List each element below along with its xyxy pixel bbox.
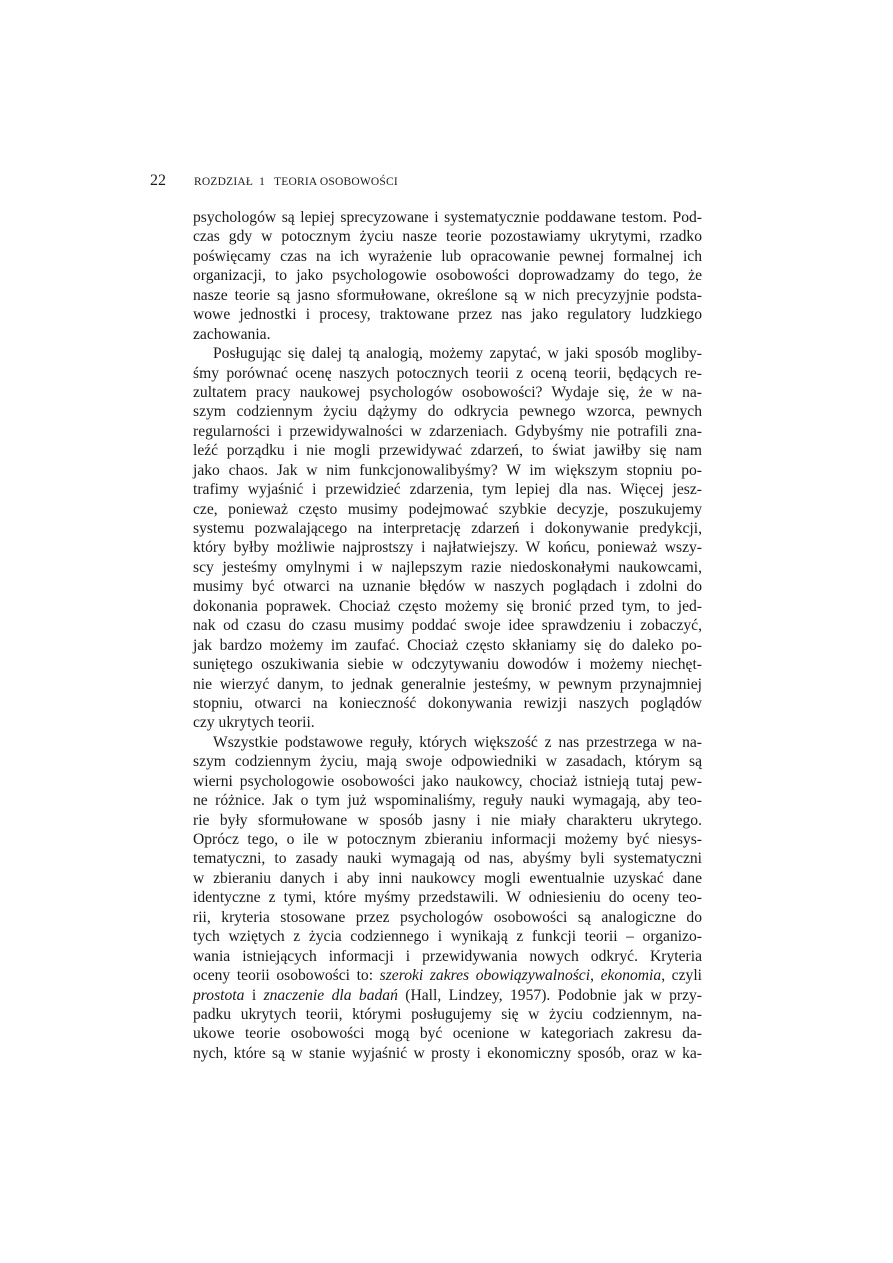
text-line: ne różnice. Jak o tym już wspominaliśmy, reguły nauki wymagają, aby teo- [193, 792, 702, 810]
text-line: szym codziennym życiu, mają swoje odpowiedniki w zasadach, którym są [193, 753, 702, 771]
text-line: szym codziennym życiu dążymy do odkrycia pewnego wzorca, pewnych [193, 403, 702, 421]
paragraph-start: Wszystkie podstawowe reguły, których większość z nas przestrzega w na- [213, 733, 702, 751]
text-line: nasze teorie są jasno sformułowane, określone są w nich precyzyjnie podsta- [193, 286, 702, 304]
criterion-economy: ekonomia [600, 967, 662, 985]
text-line: wania istniejących informacji i przewidywania nowych odkryć. Kryteria [193, 947, 702, 965]
text-line: stopniu, otwarci na konieczność dokonywania rewizji naszych poglądów [193, 694, 702, 712]
text-line: jak bardzo możemy im zaufać. Chociaż często skłaniamy się do daleko po- [193, 636, 702, 654]
running-header [150, 172, 710, 192]
text-line: rii, kryteria stosowane przez psychologów osobowości są analogiczne do [193, 908, 702, 926]
text-line: który byłby możliwie najprostszy i najłatwiejszy. W końcu, ponieważ wszy- [193, 539, 702, 557]
text-line: tych wziętych z życia codziennego i wynikają z funkcji teorii – organizo- [193, 928, 702, 946]
text-line: suniętego oszukiwania siebie w odczytywaniu dowodów i możemy niechęt- [193, 656, 702, 674]
text-line: w zbieraniu danych i aby inni naukowcy mogli ewentualnie uzyskać dane [193, 869, 702, 887]
criterion-scope: szeroki zakres obowiązywalności [379, 967, 591, 985]
text-line: ukowe teorie osobowości mogą być ocenione w kategoriach zakresu da- [193, 1025, 702, 1043]
criteria-separator: , [590, 967, 601, 985]
body-text [193, 208, 702, 1063]
text-line: musimy być otwarci na uznanie błędów w naszych poglądach i zdolni do [193, 578, 702, 596]
text-line: rie były sformułowane w sposób jasny i nie miały charakteru ukrytego. [193, 811, 702, 829]
text-line: psychologów są lepiej sprecyzowane i systematycznie poddawane testom. Pod- [193, 209, 702, 226]
text-line: systemu pozwalającego na interpretację zdarzeń i dokonywanie predykcji, [193, 520, 702, 537]
text-line: regularności i przewidywalności w zdarzeniach. Gdybyśmy nie potrafili zna- [193, 422, 702, 440]
page-number: 22 [150, 172, 166, 189]
chapter-number: 1 [259, 176, 266, 188]
text-line: wowe jednostki i procesy, traktowane przez nas jako regulatory ludzkiego [193, 306, 702, 324]
text-line: jako chaos. Jak w nim funkcjonowalibyśmy? W im większym stopniu po- [193, 461, 702, 479]
text-line: zachowania. [193, 325, 271, 343]
text-line: wierni psychologowie osobowości jako naukowcy, chociaż istnieją tutaj pew- [193, 772, 702, 790]
text-line: nie wierzyć danym, to jednak generalnie jesteśmy, w pewnym przynajmniej [193, 675, 702, 693]
text-line: identyczne z tymi, które myśmy przedstawili. W odniesieniu do oceny teo- [193, 889, 702, 907]
criterion-simplicity: prostota [193, 986, 245, 1004]
paragraph-start: Posługując się dalej tą analogią, możemy zapytać, w jaki sposób mogliby- [213, 345, 702, 363]
text-line: nych, które są w stanie wyjaśnić w prosty i ekonomiczny sposób, oraz w ka- [193, 1044, 702, 1062]
text-line: czy ukrytych teorii. [193, 714, 315, 732]
criteria-line [193, 966, 702, 985]
text-line: trafimy wyjaśnić i przewidzieć zdarzenia, tym lepiej dla nas. Więcej jesz- [193, 481, 702, 499]
citation-text: (Hall, Lindzey, 1957). Podobnie jak w przy- [397, 986, 703, 1004]
text-line: nak od czasu do czasu musimy poddać swoje idee sprawdzeniu i zobaczyć, [193, 617, 702, 635]
criterion-research-value: znaczenie dla badań [263, 986, 398, 1004]
text-line: scy jesteśmy omylnymi i w najlepszym razie niedoskonałymi naukowcami, [193, 558, 702, 576]
citation-separator: i [244, 986, 264, 1004]
chapter-title: TEORIA OSOBOWOŚCI [274, 176, 398, 188]
text-line: cze, ponieważ często musimy podejmować szybkie decyzje, poszukujemy [193, 500, 702, 518]
text-line: leźć porządku i nie mogli przewidywać zdarzeń, to świat jawiłby się nam [193, 442, 702, 460]
text-line: zultatem pracy naukowej psychologów osobowości? Wydaje się, że w na- [193, 383, 702, 401]
criteria-tail: , czyli [661, 967, 702, 985]
criteria-intro: oceny teorii osobowości to: [193, 967, 380, 985]
text-line: tematyczni, to zasady nauki wymagają od nas, abyśmy byli systematyczni [193, 850, 702, 868]
text-line: organizacji, to jako psychologowie osobowości doprowadzamy do tego, że [193, 267, 702, 285]
text-line: poświęcamy czas na ich wyrażenie lub opracowanie pewnej formalnej ich [193, 247, 702, 265]
citation-line [193, 986, 702, 1005]
text-line: dokonania poprawek. Chociaż często możemy się bronić przed tym, to jed- [193, 597, 702, 615]
chapter-label: ROZDZIAŁ [194, 176, 254, 188]
text-line: Oprócz tego, o ile w potocznym zbieraniu informacji możemy być niesys- [193, 831, 702, 848]
running-head [194, 176, 398, 188]
text-line: śmy porównać ocenę naszych potocznych teorii z oceną teorii, będących re- [193, 364, 702, 382]
text-line: padku ukrytych teorii, którymi posługujemy się w życiu codziennym, na- [193, 1005, 702, 1023]
text-line: czas gdy w potocznym życiu nasze teorie pozostawiamy ukrytymi, rzadko [193, 228, 702, 246]
